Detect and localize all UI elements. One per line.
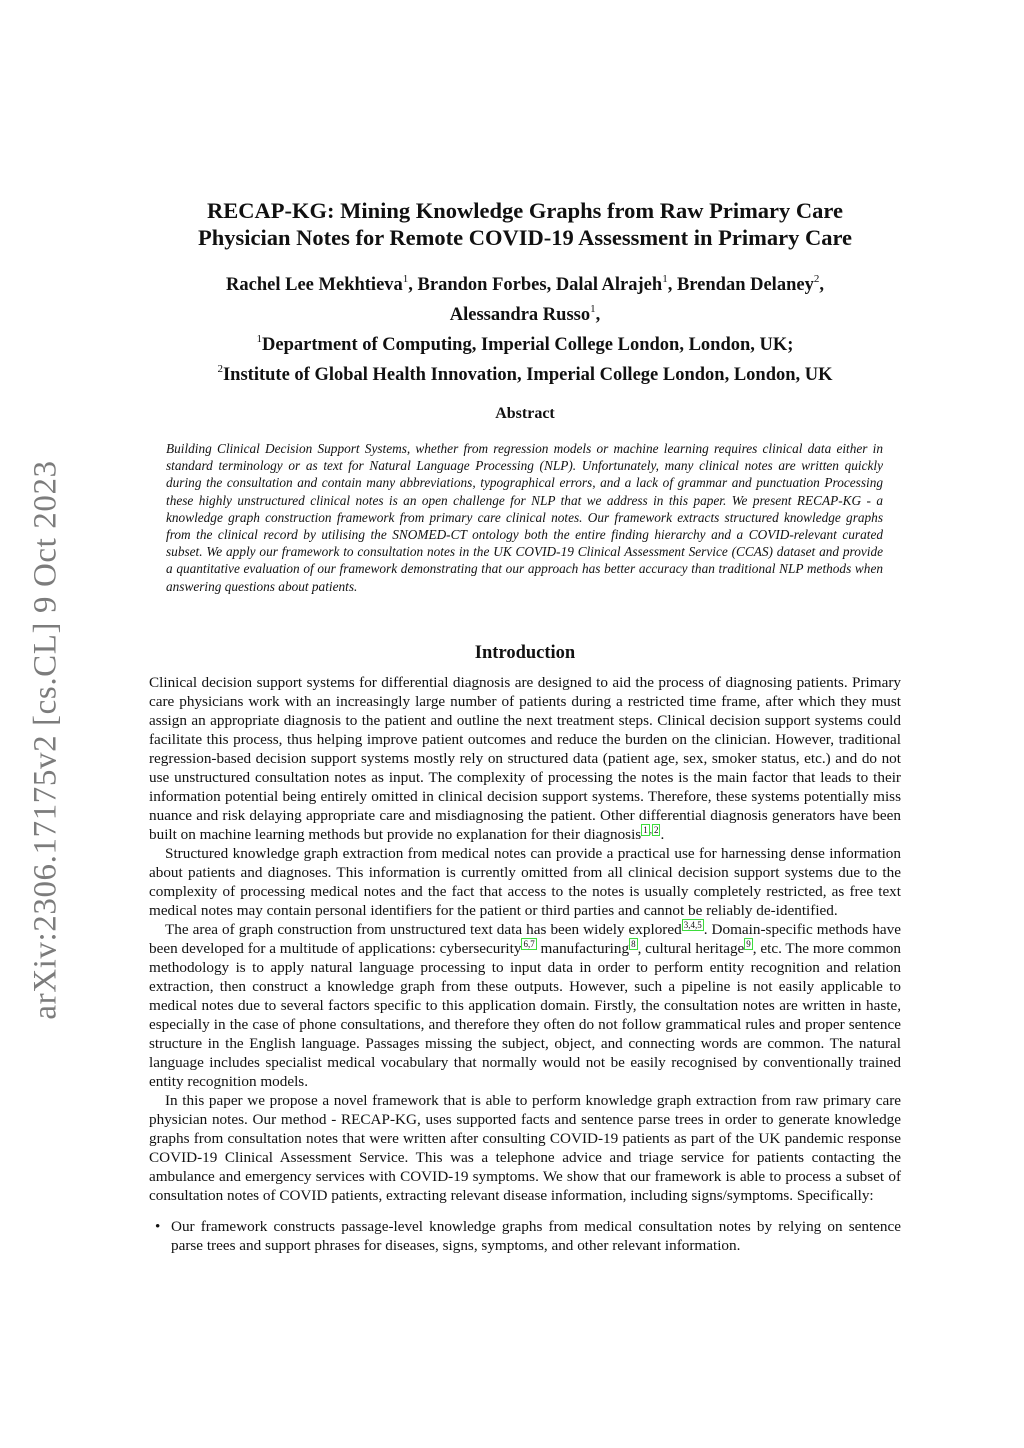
affiliation-mark: 1 — [662, 273, 668, 285]
paragraph: Structured knowledge graph extraction from medical notes can provide a practical use for harnessing dense information about patients and diagnoses. This information is currently omitted from all clinical decision support systems due to the complexity of processing medical notes and the fact that access to the notes is usually completely restricted, as free text medical notes may contain personal identifiers for the patient or third parties and cannot be reliably de-identified. — [149, 845, 901, 919]
author-name: Dalal Alrajeh — [555, 275, 663, 296]
author-name: Alessandra Russo — [449, 305, 591, 326]
author-name: Brendan Delaney — [676, 275, 814, 296]
citation-link[interactable]: 2 — [653, 824, 659, 835]
paragraph: The area of graph construction from unstructured text data has been widely explored $^{3,4,5}$ . Domain-specific methods have been developed for a multitude of applications: cybersecurity $^{6,7}$ manufacturing $^8$ , cultural heritage $^9$ , etc. The more common methodology is to apply natural language processing to input data in order to perform entity recognition and relation extraction, then construct a knowledge graph from these outputs. However, such a pipeline is not easily applicable to medical notes due to several factors specific to this application domain. Firstly, the consultation notes are written in haste, especially in the case of phone consultations, and therefore they often do not follow grammatical rules and proper sentence structure in the English language. Passages missing the subject, object, and connecting words are common. The natural language includes specialist medical vocabulary that normally would not be easily recognised by conventionally trained entity recognition models. — [149, 919, 901, 1090]
paragraph: In this paper we propose a novel framework that is able to perform knowledge graph extraction from raw primary care physician notes. Our method - RECAP-KG, uses supported facts and sentence parse trees in order to generate knowledge graphs from consultation notes that were written after consulting COVID-19 patients as part of the UK pandemic response COVID-19 Clinical Assessment Service. This was a telephone advice and triage service for patients contacting the ambulance and emergency services with COVID-19 symptoms. We show that our framework is able to process a subset of consultation notes of COVID patients, extracting relevant disease information, including signs/symptoms. Specifically: — [149, 1092, 901, 1204]
paper-title — [150, 197, 900, 251]
author-name: Rachel Lee Mekhtieva — [226, 275, 403, 296]
author-name: Brandon Forbes — [417, 275, 547, 296]
citation-link[interactable]: 8 — [631, 938, 636, 949]
introduction-body — [149, 673, 901, 1255]
author-line-1: Rachel Lee Mekhtieva$^1$, Brandon Forbes, Dalal Alrajeh$^1$, Brendan Delaney$^2$, — [226, 273, 824, 296]
affiliation-mark: 2 — [813, 273, 820, 285]
affiliation-mark: 2 — [217, 363, 223, 376]
affiliation-mark: 1 — [402, 273, 409, 285]
citation-link[interactable]: 9 — [746, 938, 751, 949]
title-line-1: RECAP-KG: Mining Knowledge Graphs from Raw Primary Care — [207, 198, 843, 223]
contribution-list — [149, 1217, 901, 1255]
affiliation-mark: 1 — [590, 303, 596, 316]
abstract-heading: Abstract — [495, 405, 555, 422]
arxiv-sidebar — [18, 460, 74, 1020]
paragraph: Clinical decision support systems for differential diagnosis are designed to aid the process of diagnosing patients. Primary care physicians work with an increasingly large number of patients during a restricted time frame, after which they must assign an appropriate diagnosis to the patient and outline the next treatment steps. Clinical decision support systems could facilitate this process, thus helping improve patient outcomes and reduce the burden on the clinician. However, traditional regression-based decision support systems mostly rely on structured data (patient age, sex, smoker status, etc.) and do not use unstructured consultation notes as input. The complexity of processing the notes is the main factor that leads to their information potential being entirely omitted in clinical decision support systems. Therefore, these systems potentially miss nuance and risk delaying appropriate care and misdiagnosing the patient. Other differential diagnosis generators have been built on machine learning methods but provide no explanation for their diagnosis $^1$ , $^2$ . — [149, 674, 901, 843]
citation-link[interactable]: 3,4,5 — [683, 919, 702, 930]
affiliation-2: $^2$Institute of Global Health Innovation, Imperial College London, London, UK — [217, 363, 833, 386]
affiliation-1: $^1$Department of Computing, Imperial College London, London, UK; — [256, 333, 794, 356]
citation-link[interactable]: 1 — [643, 824, 648, 835]
affiliation-mark: 1 — [256, 333, 263, 346]
arxiv-identifier: arXiv:2306.17175v2 [cs.CL] 9 Oct 2023 — [27, 460, 64, 1020]
introduction-heading: Introduction — [474, 643, 576, 663]
author-line-2: Alessandra Russo$^1$, — [449, 303, 601, 326]
author-block — [150, 268, 900, 389]
abstract-text: Building Clinical Decision Support Systems, whether from regression models or machine learning requires clinical data either in standard terminology or as text for Natural Language Processing (NLP). Unfortunately, many clinical notes are written quickly during the consultation and contain many abbreviations, typographical errors, and a lack of grammar and punctuation Processing these highly unstructured clinical notes is an open challenge for NLP that we address in this paper. We present RECAP-KG - a knowledge graph construction framework from primary care clinical notes. Our framework extracts structured knowledge graphs from the clinical record by utilising the SNOMED-CT ontology both the entire finding hierarchy and a COVID-relevant curated subset. We apply our framework to consultation notes in the UK COVID-19 Clinical Assessment Service (CCAS) dataset and provide a quantitative evaluation of our framework demonstrating that our approach has better accuracy than traditional NLP methods when answering questions about patients. — [166, 441, 883, 594]
title-line-2: Physician Notes for Remote COVID-19 Assessment in Primary Care — [197, 225, 853, 250]
list-item: • Our framework constructs passage-level knowledge graphs from medical consultation notes by relying on sentence parse trees and support phrases for diseases, signs, symptoms, and other relevant information. — [155, 1218, 901, 1254]
bullet-icon: • — [155, 1218, 161, 1235]
citation-link[interactable]: 6,7 — [523, 938, 535, 949]
